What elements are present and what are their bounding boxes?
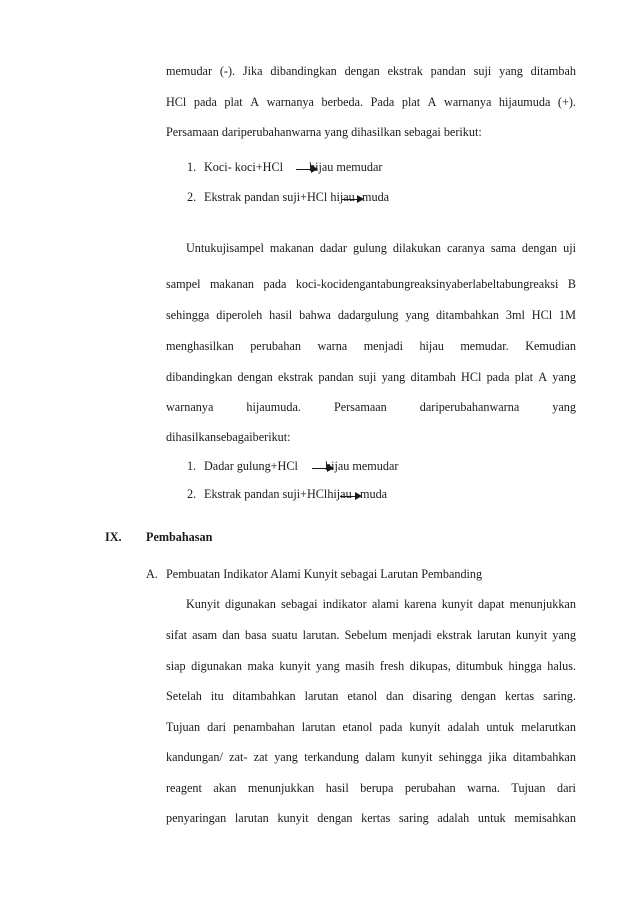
subsection-title: Pembuatan Indikator Alami Kunyit sebagai Larutan Pembanding [166,567,483,581]
paragraph-line: warnanya hijaumuda. Persamaan dariperubahanwarna yang [166,400,576,414]
paragraph-line: Tujuan dari penambahan larutan etanol pada kunyit adalah untuk melarutkan [166,720,576,734]
paragraph-line: Untukujisampel makanan dadar gulung dilakukan caranya sama dengan uji [186,241,576,255]
section-title: Pembahasan [146,530,213,544]
equation-right: muda [362,190,390,204]
paragraph-line: memudar (-). Jika dibandingkan dengan ekstrak pandan suji yang ditambah [166,64,576,78]
paragraph-line: Setelah itu ditambahkan larutan etanol dan disaring dengan kertas saring. [166,689,576,703]
paragraph-line: siap digunakan maka kunyit yang masih fresh dikupas, ditumbuk hingga halus. [166,659,576,673]
list-number: 1. [187,459,197,473]
paragraph-line: HCl pada plat A warnanya berbeda. Pada plat A warnanya hijaumuda (+). [166,95,576,109]
equation-left: Ekstrak pandan suji+HClhijau [204,487,352,501]
paragraph-line: sampel makanan pada koci-kocidengantabungreaksinyaberlabeltabungreaksi B [166,277,576,291]
equation-right: muda [360,487,388,501]
subsection-label: A. [146,567,158,581]
equation-left: Koci- koci+HCl [204,160,283,174]
equation-left: Ekstrak pandan suji+HCl hijau [204,190,355,204]
paragraph-line: Persamaan dariperubahanwarna yang dihasilkan sebagai berikut: [166,125,482,139]
section-number: IX. [105,530,122,544]
paragraph-line: sifat asam dan basa suatu larutan. Sebelum menjadi ekstrak larutan kunyit yang [166,628,576,642]
paragraph-line: dibandingkan dengan ekstrak pandan suji yang ditambah HCl pada plat A yang [166,370,576,384]
paragraph-line: kandungan/ zat- zat yang terkandung dalam kunyit sehingga jika ditambahkan [166,750,576,764]
right-arrow-icon [342,195,364,203]
paragraph-line: Kunyit digunakan sebagai indikator alami karena kunyit dapat menunjukkan [186,597,576,611]
paragraph-line: penyaringan larutan kunyit dengan kertas saring adalah untuk memisahkan [166,811,576,825]
equation-right: hijau memudar [309,160,383,174]
list-number: 2. [187,190,197,204]
list-number: 1. [187,160,197,174]
paragraph-line: sehingga diperoleh hasil bahwa dadargulung yang ditambahkan 3ml HCl 1M [166,308,576,322]
equation-left: Dadar gulung+HCl [204,459,298,473]
paragraph-line: menghasilkan perubahan warna menjadi hijau memudar. Kemudian [166,339,576,353]
list-number: 2. [187,487,197,501]
paragraph-line: reagent akan menunjukkan hasil berupa perubahan warna. Tujuan dari [166,781,576,795]
right-arrow-icon [340,492,362,500]
equation-right: hijau memudar [325,459,399,473]
paragraph-line: dihasilkansebagaiberikut: [166,430,291,444]
